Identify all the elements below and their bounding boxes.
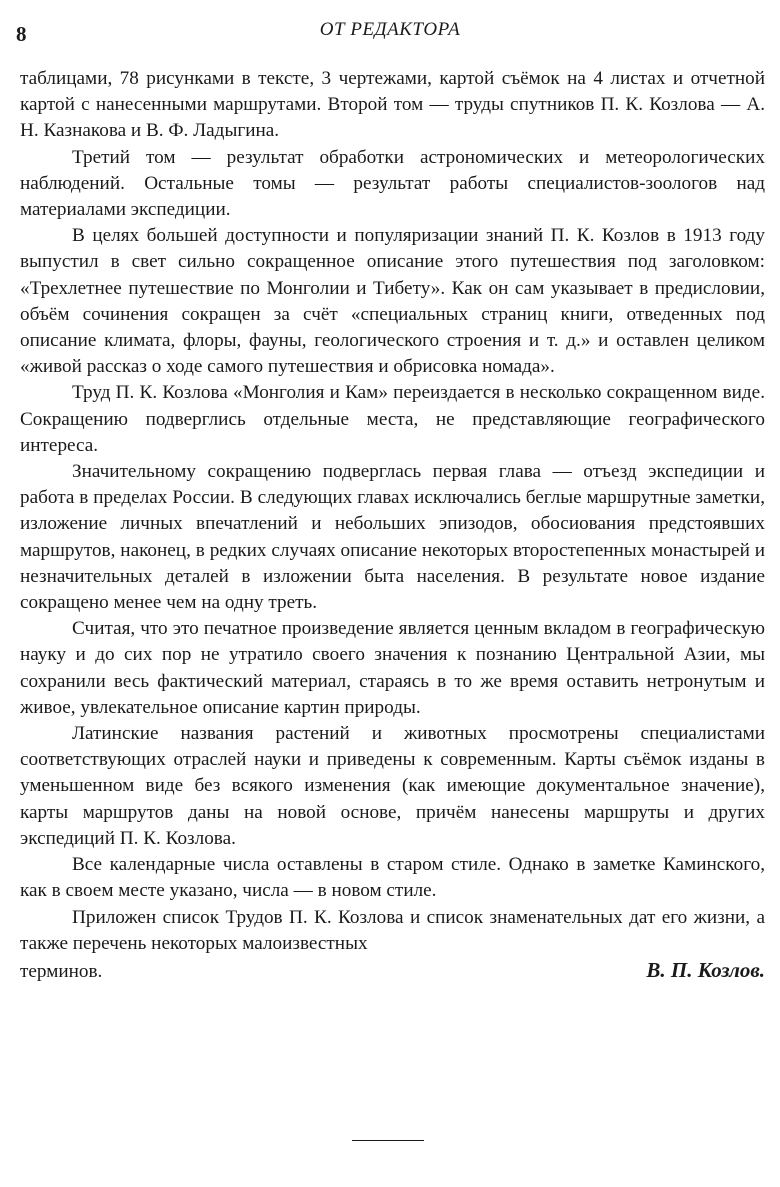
paragraph: Все календарные числа оставлены в старом стиле. Однако в заметке Каминского, как в своем месте указано, числа — в новом стиле. (20, 854, 765, 902)
paragraph-continued: таблицами, 78 рисунками в тексте, 3 чертежами, картой съёмок на 4 листах и отчетной картой с нанесенными маршрутами. Второй том — труды спутников П. К. Козлова — А. Н. Казнакова и В. Ф. Ладыгина. (20, 68, 765, 142)
paragraph: Значительному сокращению подверглась первая глава — отъезд экспедиции и работа в пределах России. В следующих главах исключались беглые маршрутные заметки, изложение личных впечатлений и небольших эпизодов, обосиования предстоявших маршрутов, наконец, в редких случаях описание некоторых второстепенных монастырей и незначительных деталей в изложении быта населения. В результате новое издание сокращено менее чем на одну треть. (20, 461, 765, 614)
paragraph: Приложен список Трудов П. К. Козлова и список знаменательных дат его жизни, а также перечень некоторых малоизвестных (20, 906, 765, 954)
closing-line (20, 957, 765, 985)
paragraph: В целях большей доступности и популяризации знаний П. К. Козлов в 1913 году выпустил в свет сильно сокращенное описание этого путешествия под заголовком: «Трехлетнее путешествие по Монголии и Тибету». Как он сам указывает в предисловии, объём сочинения сокращен за счёт «специальных страниц книги, отведенных под описание климата, флоры, фауны, геологического строения и т. д.» и оставлен целиком «живой рассказ о ходе самого путешествия и обрисовка номада». (20, 225, 765, 378)
running-header: ОТ РЕДАКТОРА (319, 19, 461, 40)
paragraph: Труд П. К. Козлова «Монголия и Кам» переиздается в несколько сокращенном виде. Сокращению подверглись отдельные места, не представляющие географического интереса. (20, 382, 765, 456)
editor-signature: В. П. Козлов. (646, 957, 765, 982)
page-number: 8 (16, 22, 27, 46)
body-text (20, 66, 765, 985)
paragraph-last-line: терминов. (20, 960, 103, 982)
paragraph: Латинские названия растений и животных просмотрены специалистами соответствующих отраслей науки и приведены к современным. Карты съёмок изданы в уменьшенном виде без всякого изменения (как имеющие документальное значение), карты маршрутов даны на новой основе, причём нанесены маршруты и других экспедиций П. К. Козлова. (20, 723, 765, 849)
paragraph: Считая, что это печатное произведение является ценным вкладом в географическую науку и до сих пор не утратило своего значения к познанию Центральной Азии, мы сохранили весь фактический материал, стараясь в то же время оставить нетронутым и живое, увлекательное описание картин природы. (20, 618, 765, 718)
paragraph: Третий том — результат обработки астрономических и метеорологических наблюдений. Остальные томы — результат работы специалистов-зоологов над материалами экспедиции. (20, 146, 765, 221)
end-rule (352, 1140, 424, 1141)
